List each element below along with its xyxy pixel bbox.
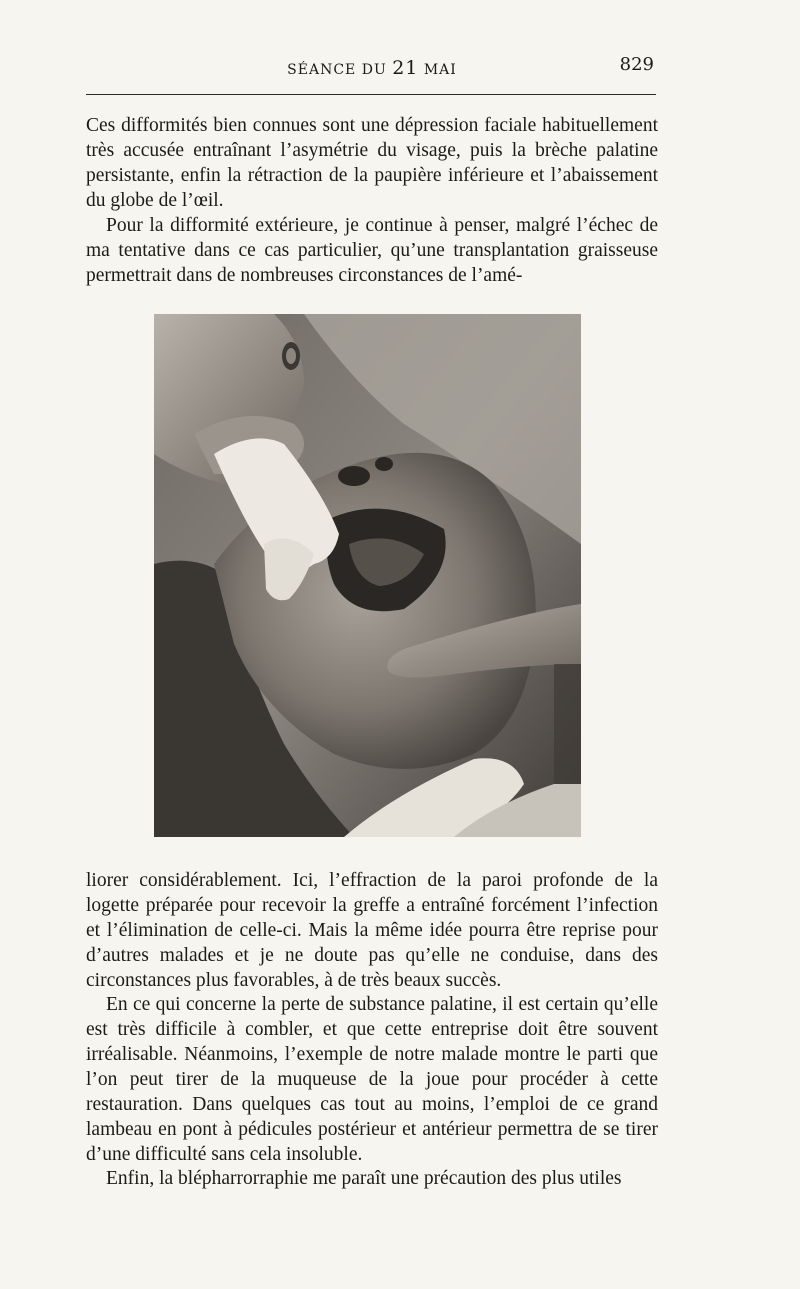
paragraph-3: liorer considérablement. Ici, l’effraction de la paroi profonde de la logette préparée pour recevoir la greffe a entraîné forcément l’infection et l’élimination de celle-ci. Mais la même idée pourra être reprise pour d’autres malades et je ne doute pas qu’elle ne conduise, dans des circonstances plus favorables, à de très beaux succès. xyxy=(86,870,658,991)
running-head-title-pre: SÉANCE DU xyxy=(287,62,393,78)
running-head-title xyxy=(86,57,658,79)
patient-photograph xyxy=(154,314,581,837)
paragraph-5: Enfin, la blépharrorraphie me paraît une précaution des plus utiles xyxy=(106,1168,622,1189)
running-head xyxy=(86,52,658,80)
paragraph-1: Ces difformités bien connues sont une dépression faciale habituellement très accusée entraînant l’asymétrie du visage, puis la brèche palatine persistante, enfin la rétraction de la paupière inférieure et l’abaissement du globe de l’œil. xyxy=(86,115,658,211)
photograph-illustration xyxy=(154,314,581,837)
header-rule xyxy=(86,94,656,95)
paragraph-2: Pour la difformité extérieure, je continue à penser, malgré l’échec de ma tentative dans ce cas particulier, qu’une transplantation graisseuse permettrait dans de nombreuses circonstances de l’amé- xyxy=(86,215,658,286)
paragraph-4: En ce qui concerne la perte de substance palatine, il est certain qu’elle est très difficile à combler, et que cette entreprise doit être souvent irréalisable. Néanmoins, l’exemple de notre malade montre le parti que l’on peut tirer de la muqueuse de la joue pour procéder à cette restauration. Dans quelques cas tout au moins, l’emploi de ce grand lambeau en pont à pédicules postérieur et antérieur permettra de se tirer d’une difficulté sans cela insoluble. xyxy=(86,994,658,1165)
running-head-title-post: MAI xyxy=(418,62,457,78)
running-head-day: 21 xyxy=(392,57,419,79)
page-number: 829 xyxy=(619,54,654,75)
